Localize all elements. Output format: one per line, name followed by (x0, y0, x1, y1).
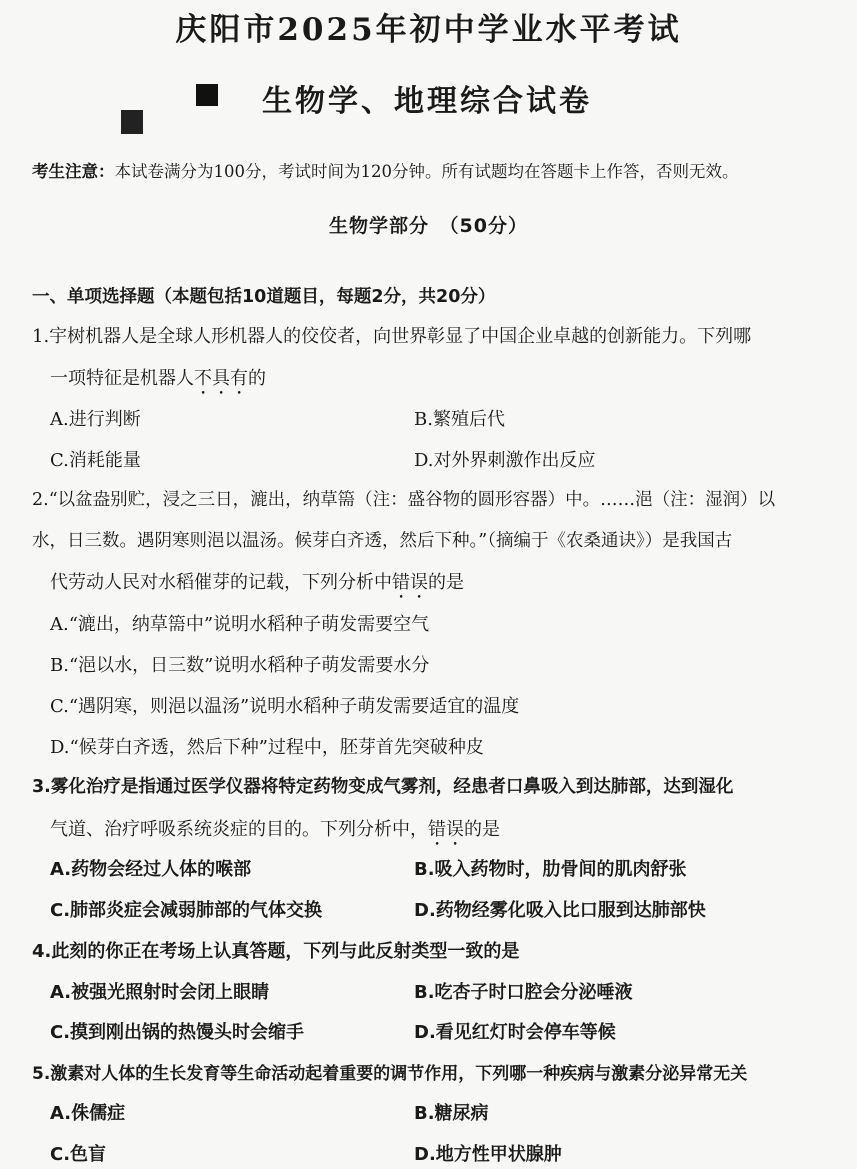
question-5-option-b: B.糖尿病 (414, 1103, 489, 1124)
notice-label: 考生注意： (32, 162, 115, 181)
question-4-option-d: D.看见红灯时会停车等候 (414, 1022, 616, 1043)
question-2-line-2: 水，日三数。遇阴寒则浥以温汤。候芽白齐透，然后下种。”（摘编于《农桑通诀》）是我国古 (32, 531, 733, 551)
question-5-option-c: C.色盲 (50, 1144, 107, 1165)
question-3-line-1: 3.雾化治疗是指通过医学仪器将特定药物变成气雾剂，经患者口鼻吸入到达肺部，达到湿化 (32, 777, 734, 797)
question-3-option-b: B.吸入药物时，肋骨间的肌肉舒张 (414, 859, 687, 880)
question-1-option-a: A.进行判断 (50, 409, 141, 430)
question-4-option-c: C.摸到刚出锅的热馒头时会缩手 (50, 1022, 305, 1043)
q2-emphasis: 错误 (392, 572, 428, 593)
exam-notice (32, 158, 739, 182)
q2-text-pre: 代劳动人民对水稻催芽的记载，下列分析中 (50, 572, 392, 593)
question-2-line-1: 2.“以盆盎别贮，浸之三日，漉出，纳草篅（注：盛谷物的圆形容器）中。……浥（注：湿润）以 (32, 490, 776, 510)
question-3-option-c: C.肺部炎症会减弱肺部的气体交换 (50, 900, 323, 921)
question-4-option-b: B.吃杏子时口腔会分泌唾液 (414, 982, 633, 1003)
q3-emphasis: 错误 (428, 819, 464, 840)
question-1-option-c: C.消耗能量 (50, 450, 141, 471)
question-3-option-a: A.药物会经过人体的喉部 (50, 859, 252, 880)
question-1-line-1: 1.宇树机器人是全球人形机器人的佼佼者，向世界彰显了中国企业卓越的创新能力。下列哪 (32, 326, 752, 347)
part-header: 一、单项选择题（本题包括10道题目，每题2分，共20分） (32, 287, 496, 307)
q3-text-post: 的是 (464, 819, 500, 840)
question-4-line-1: 4.此刻的你正在考场上认真答题，下列与此反射类型一致的是 (32, 941, 520, 962)
question-2-option-b: B.“浥以水，日三数”说明水稻种子萌发需要水分 (50, 655, 430, 676)
exam-subtitle: 生物学、地理综合试卷 (262, 84, 592, 119)
q1-emphasis: 不具有 (194, 368, 248, 389)
q1-text-pre: 一项特征是机器人 (50, 368, 194, 389)
q3-text-pre: 气道、治疗呼吸系统炎症的目的。下列分析中， (50, 819, 428, 840)
question-1-option-d: D.对外界刺激作出反应 (414, 450, 596, 471)
question-3-option-d: D.药物经雾化吸入比口服到达肺部快 (414, 900, 706, 921)
question-4-option-a: A.被强光照射时会闭上眼睛 (50, 982, 270, 1003)
question-1-line-2 (50, 364, 266, 399)
question-3-line-2 (50, 815, 500, 850)
q1-text-post: 的 (248, 368, 266, 389)
question-2-line-3 (50, 568, 464, 603)
exam-title: 庆阳市2025年初中学业水平考试 (175, 12, 682, 48)
question-2-option-a: A.“漉出，纳草篅中”说明水稻种子萌发需要空气 (50, 614, 430, 635)
square-mark-icon (196, 84, 218, 106)
question-5-option-a: A.侏儒症 (50, 1103, 126, 1124)
q2-text-post: 的是 (428, 572, 464, 593)
question-5-option-d: D.地方性甲状腺肿 (414, 1144, 562, 1165)
question-1-option-b: B.繁殖后代 (414, 409, 505, 430)
notice-text: 本试卷满分为100分，考试时间为120分钟。所有试题均在答题卡上作答，否则无效。 (114, 162, 739, 181)
question-2-option-c: C.“遇阴寒，则浥以温汤”说明水稻种子萌发需要适宜的温度 (50, 696, 520, 717)
registration-mark-icon (121, 110, 143, 134)
question-5-line-1: 5.激素对人体的生长发育等生命活动起着重要的调节作用，下列哪一种疾病与激素分泌异常无关 (32, 1064, 748, 1084)
section-title: 生物学部分 （50分） (329, 215, 528, 237)
question-2-option-d: D.“候芽白齐透，然后下种”过程中，胚芽首先突破种皮 (50, 737, 484, 758)
